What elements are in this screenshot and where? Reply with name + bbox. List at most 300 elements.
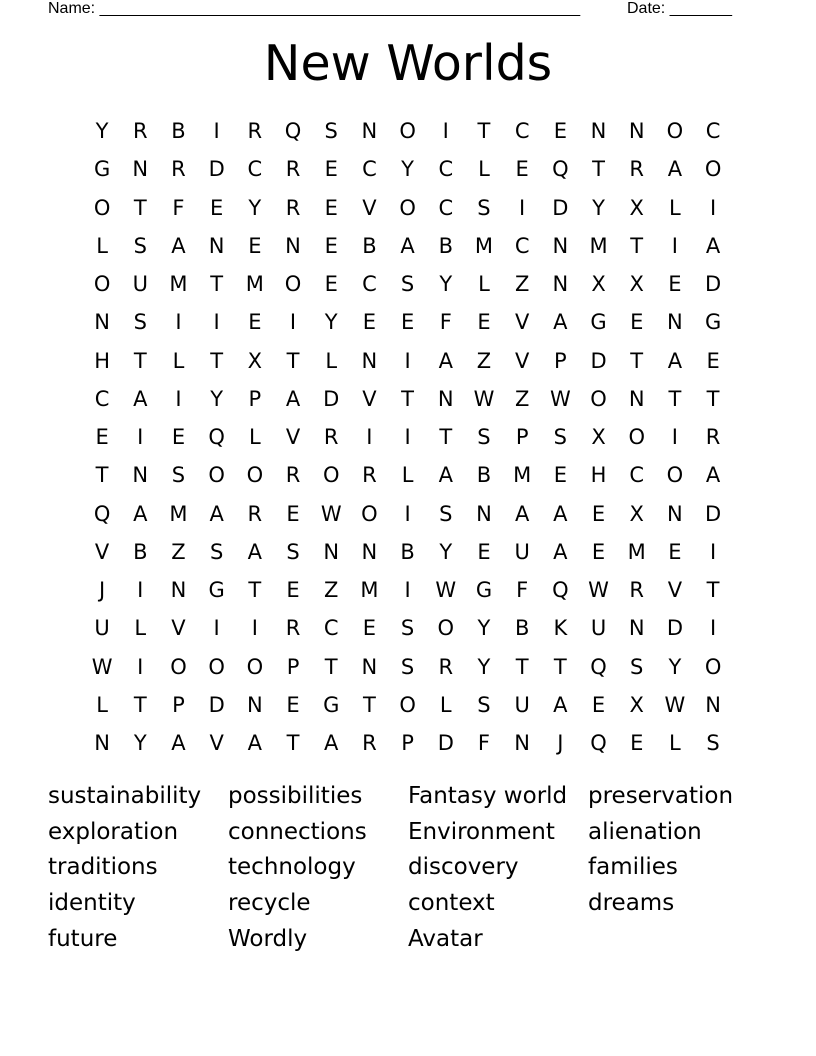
grid-letter: N — [94, 731, 110, 756]
grid-letter: Y — [668, 654, 682, 679]
grid-letter: A — [133, 501, 148, 526]
grid-letter: I — [404, 501, 411, 526]
grid-letter: R — [362, 463, 377, 488]
grid-letter: S — [209, 539, 224, 564]
grid-letter: T — [477, 119, 491, 144]
grid-letter: S — [133, 233, 147, 258]
grid-letter: V — [514, 310, 530, 335]
grid-letter: Q — [590, 654, 607, 679]
grid-letter: T — [592, 157, 605, 182]
grid-row — [83, 303, 733, 341]
grid-letter: D — [705, 501, 722, 526]
grid-letter: T — [248, 578, 262, 603]
grid-letter: N — [246, 692, 263, 717]
grid-letter: T — [706, 578, 720, 603]
grid-letter: W — [473, 386, 495, 411]
grid-letter: N — [285, 233, 301, 258]
header-line — [48, 0, 748, 20]
grid-letter: X — [629, 501, 644, 526]
grid-letter: O — [437, 616, 455, 641]
word-bank-item: Avatar — [408, 925, 483, 952]
grid-letter: P — [554, 348, 567, 373]
grid-letter: A — [705, 233, 721, 258]
grid-letter: O — [246, 463, 264, 488]
page-title: New Worlds — [263, 35, 553, 92]
grid-letter: E — [591, 692, 606, 717]
grid-letter: G — [208, 578, 225, 603]
grid-letter: T — [668, 386, 682, 411]
grid-letter: O — [704, 157, 722, 182]
grid-letter: Q — [208, 425, 225, 450]
word-bank-item: Fantasy world — [408, 783, 568, 809]
grid-letter: E — [286, 692, 300, 717]
grid-letter: C — [514, 233, 530, 258]
grid-letter: P — [515, 425, 529, 450]
grid-row — [83, 533, 733, 571]
grid-letter: A — [553, 539, 568, 564]
grid-letter: N — [628, 616, 645, 641]
grid-letter: I — [175, 310, 182, 335]
grid-letter: A — [438, 463, 453, 488]
grid-row — [83, 724, 733, 762]
grid-letter: N — [590, 119, 607, 144]
grid-letter: I — [404, 425, 411, 450]
grid-letter: N — [361, 119, 378, 144]
grid-letter: S — [324, 119, 338, 144]
grid-letter: C — [438, 157, 454, 182]
grid-letter: E — [248, 233, 262, 258]
grid-letter: E — [630, 310, 644, 335]
grid-letter: A — [324, 731, 339, 756]
word-bank-item: future — [48, 925, 118, 952]
grid-letter: Y — [477, 616, 491, 641]
grid-letter: E — [362, 616, 377, 641]
grid-letter: T — [95, 463, 109, 488]
grid-letter: E — [324, 272, 338, 297]
letter-grid — [83, 112, 733, 762]
grid-letter: V — [362, 386, 377, 411]
grid-letter: R — [247, 119, 263, 144]
grid-letter: N — [705, 692, 721, 717]
grid-letter: Y — [133, 731, 147, 756]
word-column — [48, 779, 228, 957]
grid-letter: Y — [439, 272, 453, 297]
grid-letter: N — [94, 310, 110, 335]
grid-letter: C — [362, 157, 377, 182]
grid-letter: R — [629, 578, 645, 603]
grid-letter: T — [706, 386, 720, 411]
grid-letter: O — [322, 463, 340, 488]
grid-letter: L — [172, 348, 185, 373]
grid-letter: I — [404, 578, 411, 603]
grid-row — [83, 112, 733, 150]
grid-letter: Y — [210, 386, 224, 411]
grid-letter: S — [171, 463, 186, 488]
grid-letter: E — [553, 119, 567, 144]
grid-letter: T — [210, 348, 224, 373]
grid-letter: N — [170, 578, 187, 603]
grid-letter: Q — [93, 501, 111, 526]
grid-letter: E — [324, 233, 338, 258]
grid-letter: N — [514, 731, 531, 756]
word-bank-item: dreams — [588, 890, 675, 917]
grid-letter: O — [284, 272, 302, 297]
grid-letter: N — [552, 272, 569, 297]
grid-letter: Z — [514, 386, 530, 411]
grid-letter: L — [669, 195, 681, 220]
grid-letter: C — [705, 119, 721, 144]
grid-letter: V — [667, 578, 683, 603]
word-bank-item: preservation — [588, 783, 734, 809]
grid-letter: U — [590, 616, 607, 641]
grid-letter: P — [401, 731, 414, 756]
grid-letter: A — [133, 386, 148, 411]
word-column — [408, 779, 588, 957]
grid-letter: R — [362, 731, 377, 756]
grid-letter: B — [438, 233, 453, 258]
grid-letter: T — [133, 348, 147, 373]
grid-letter: C — [629, 463, 645, 488]
grid-row — [83, 418, 733, 456]
grid-letter: C — [247, 157, 263, 182]
grid-letter: Z — [476, 348, 492, 373]
grid-letter: I — [366, 425, 373, 450]
grid-letter: A — [247, 539, 263, 564]
grid-letter: B — [171, 119, 186, 144]
grid-letter: N — [208, 233, 225, 258]
grid-letter: R — [285, 195, 301, 220]
grid-letter: O — [590, 386, 607, 411]
grid-letter: U — [514, 692, 530, 717]
grid-letter: W — [588, 578, 609, 603]
grid-letter: E — [706, 348, 720, 373]
grid-letter: W — [320, 501, 342, 526]
grid-letter: I — [137, 654, 144, 679]
grid-row — [83, 648, 733, 686]
grid-letter: X — [591, 425, 606, 450]
grid-letter: W — [91, 654, 113, 679]
grid-letter: O — [399, 195, 416, 220]
grid-letter: J — [557, 731, 564, 756]
grid-letter: S — [630, 654, 644, 679]
grid-letter: C — [362, 272, 377, 297]
grid-letter: E — [400, 310, 415, 335]
grid-letter: Y — [401, 157, 414, 182]
grid-letter: L — [248, 425, 261, 450]
grid-letter: X — [247, 348, 263, 373]
grid-letter: I — [709, 195, 717, 220]
grid-letter: R — [247, 501, 263, 526]
grid-row — [83, 265, 733, 303]
grid-letter: N — [361, 348, 378, 373]
grid-letter: S — [477, 692, 491, 717]
grid-letter: E — [324, 195, 338, 220]
grid-letter: I — [213, 310, 220, 335]
grid-letter: T — [515, 654, 529, 679]
grid-letter: E — [668, 539, 682, 564]
grid-letter: M — [245, 272, 264, 297]
grid-letter: X — [591, 272, 606, 297]
grid-letter: G — [93, 157, 111, 182]
grid-letter: V — [209, 731, 224, 756]
word-bank-item: traditions — [48, 854, 158, 881]
grid-letter: Y — [324, 310, 338, 335]
grid-letter: S — [400, 272, 415, 297]
grid-letter: M — [589, 233, 608, 258]
grid-row — [83, 495, 733, 533]
grid-row — [83, 456, 733, 494]
word-bank-item: Wordly — [228, 925, 308, 952]
grid-letter: E — [210, 195, 224, 220]
grid-letter: T — [630, 348, 644, 373]
grid-letter: O — [93, 195, 111, 220]
grid-letter: S — [286, 539, 300, 564]
word-bank-item: possibilities — [228, 783, 363, 809]
grid-letter: O — [666, 119, 684, 144]
grid-letter: G — [323, 692, 340, 717]
grid-letter: S — [553, 425, 568, 450]
grid-letter: D — [666, 616, 683, 641]
grid-letter: A — [247, 731, 263, 756]
grid-letter: T — [439, 425, 453, 450]
grid-letter: I — [671, 425, 678, 450]
grid-letter: N — [628, 119, 645, 144]
grid-letter: U — [94, 616, 110, 641]
grid-letter: I — [709, 616, 717, 641]
grid-letter: N — [667, 310, 683, 335]
grid-letter: C — [94, 386, 110, 411]
grid-letter: N — [552, 233, 569, 258]
grid-letter: I — [671, 233, 678, 258]
grid-letter: B — [362, 233, 377, 258]
grid-row — [83, 342, 733, 380]
grid-letter: L — [439, 692, 452, 717]
grid-letter: P — [286, 654, 300, 679]
grid-letter: G — [590, 310, 607, 335]
grid-letter: E — [553, 463, 567, 488]
grid-letter: I — [251, 616, 258, 641]
grid-letter: M — [627, 539, 646, 564]
grid-letter: A — [285, 386, 301, 411]
word-bank-item: context — [408, 890, 495, 917]
word-bank-item: alienation — [588, 818, 702, 845]
grid-letter: S — [133, 310, 147, 335]
grid-letter: O — [208, 463, 225, 488]
grid-letter: D — [590, 348, 607, 373]
grid-letter: Q — [552, 578, 569, 603]
grid-letter: E — [477, 539, 491, 564]
grid-letter: Q — [552, 157, 569, 182]
grid-letter: R — [132, 119, 148, 144]
word-bank-item: families — [588, 854, 678, 881]
grid-letter: V — [285, 425, 301, 450]
name-field-label: Name: ______________________________________________________ — [48, 0, 581, 17]
grid-letter: G — [704, 310, 722, 335]
grid-letter: I — [289, 310, 297, 335]
grid-letter: N — [628, 386, 645, 411]
grid-letter: E — [591, 501, 606, 526]
grid-letter: A — [705, 463, 721, 488]
grid-letter: F — [477, 731, 491, 756]
grid-letter: I — [404, 348, 411, 373]
grid-letter: I — [213, 119, 220, 144]
grid-letter: W — [664, 692, 686, 717]
grid-letter: E — [95, 425, 109, 450]
grid-letter: Q — [590, 731, 607, 756]
grid-letter: G — [475, 578, 493, 603]
grid-row — [83, 380, 733, 418]
grid-letter: N — [476, 501, 492, 526]
grid-letter: B — [514, 616, 530, 641]
grid-letter: W — [549, 386, 571, 411]
grid-letter: E — [362, 310, 377, 335]
grid-letter: O — [666, 463, 684, 488]
grid-letter: N — [361, 654, 378, 679]
grid-letter: O — [93, 272, 111, 297]
grid-letter: D — [208, 157, 225, 182]
grid-letter: R — [438, 654, 454, 679]
grid-letter: O — [246, 654, 264, 679]
grid-letter: A — [553, 310, 568, 335]
grid-letter: X — [629, 692, 644, 717]
grid-letter: L — [325, 348, 338, 373]
grid-letter: B — [400, 539, 415, 564]
grid-letter: Q — [284, 119, 302, 144]
grid-letter: L — [96, 233, 108, 258]
grid-letter: T — [133, 692, 147, 717]
grid-letter: I — [442, 119, 449, 144]
grid-letter: E — [171, 425, 186, 450]
grid-letter: D — [208, 692, 225, 717]
grid-letter: E — [324, 157, 338, 182]
word-column — [228, 779, 408, 957]
grid-letter: T — [133, 195, 147, 220]
grid-letter: R — [285, 616, 301, 641]
grid-letter: C — [323, 616, 339, 641]
grid-letter: T — [324, 654, 338, 679]
grid-letter: E — [248, 310, 262, 335]
grid-letter: S — [706, 731, 720, 756]
grid-letter: W — [435, 578, 457, 603]
grid-letter: S — [439, 501, 453, 526]
grid-letter: A — [553, 692, 568, 717]
grid-letter: I — [519, 195, 526, 220]
grid-letter: O — [628, 425, 645, 450]
date-field-label: Date: _______ — [627, 0, 732, 17]
grid-letter: R — [705, 425, 721, 450]
grid-letter: J — [98, 578, 106, 603]
grid-letter: N — [132, 463, 149, 488]
grid-letter: C — [514, 119, 530, 144]
grid-letter: Z — [514, 272, 530, 297]
grid-letter: C — [438, 195, 454, 220]
grid-letter: A — [553, 501, 568, 526]
word-column — [588, 779, 768, 957]
grid-letter: M — [474, 233, 494, 258]
grid-letter: R — [323, 425, 339, 450]
grid-letter: E — [286, 501, 300, 526]
grid-letter: I — [213, 616, 220, 641]
grid-row — [83, 150, 733, 188]
grid-row — [83, 571, 733, 609]
grid-letter: Y — [439, 539, 453, 564]
grid-letter: T — [286, 348, 300, 373]
grid-letter: S — [400, 616, 415, 641]
grid-letter: D — [323, 386, 340, 411]
grid-letter: A — [171, 233, 186, 258]
grid-letter: U — [514, 539, 530, 564]
grid-letter: S — [477, 425, 491, 450]
grid-letter: M — [169, 272, 188, 297]
grid-letter: O — [208, 654, 225, 679]
grid-letter: A — [438, 348, 453, 373]
grid-row — [83, 227, 733, 265]
grid-letter: L — [478, 272, 490, 297]
grid-letter: P — [172, 692, 185, 717]
grid-letter: E — [668, 272, 682, 297]
grid-letter: V — [514, 348, 530, 373]
grid-letter: V — [362, 195, 377, 220]
grid-letter: N — [323, 539, 340, 564]
grid-letter: I — [137, 425, 144, 450]
grid-letter: I — [175, 386, 182, 411]
grid-letter: F — [172, 195, 185, 220]
grid-letter: N — [437, 386, 454, 411]
grid-row — [83, 609, 733, 647]
grid-letter: V — [171, 616, 186, 641]
grid-letter: N — [361, 539, 378, 564]
grid-letter: A — [667, 348, 683, 373]
grid-letter: R — [171, 157, 186, 182]
grid-letter: T — [401, 386, 414, 411]
grid-letter: A — [400, 233, 415, 258]
grid-letter: Y — [248, 195, 262, 220]
grid-letter: L — [478, 157, 490, 182]
grid-letter: Y — [592, 195, 605, 220]
grid-letter: T — [553, 654, 567, 679]
grid-letter: E — [286, 578, 300, 603]
grid-letter: T — [286, 731, 300, 756]
grid-letter: T — [362, 692, 376, 717]
grid-letter: P — [248, 386, 262, 411]
grid-letter: B — [133, 539, 148, 564]
grid-letter: X — [629, 195, 644, 220]
grid-letter: D — [552, 195, 569, 220]
grid-letter: R — [285, 463, 301, 488]
grid-letter: Z — [171, 539, 186, 564]
grid-row — [83, 189, 733, 227]
word-bank-item: technology — [228, 854, 356, 881]
word-bank-item: discovery — [408, 854, 519, 881]
word-bank-item: recycle — [228, 890, 311, 917]
word-bank-item: sustainability — [48, 783, 202, 809]
grid-letter: Y — [477, 654, 491, 679]
grid-letter: R — [285, 157, 301, 182]
word-bank-item: exploration — [48, 818, 179, 845]
grid-letter: O — [704, 654, 722, 679]
grid-letter: L — [401, 463, 414, 488]
grid-letter: B — [476, 463, 492, 488]
grid-letter: I — [709, 539, 717, 564]
grid-letter: I — [137, 578, 144, 603]
grid-letter: V — [94, 539, 110, 564]
grid-letter: M — [360, 578, 379, 603]
grid-letter: R — [629, 157, 645, 182]
grid-letter: E — [591, 539, 606, 564]
grid-row — [83, 686, 733, 724]
grid-letter: D — [437, 731, 454, 756]
grid-letter: H — [94, 348, 110, 373]
